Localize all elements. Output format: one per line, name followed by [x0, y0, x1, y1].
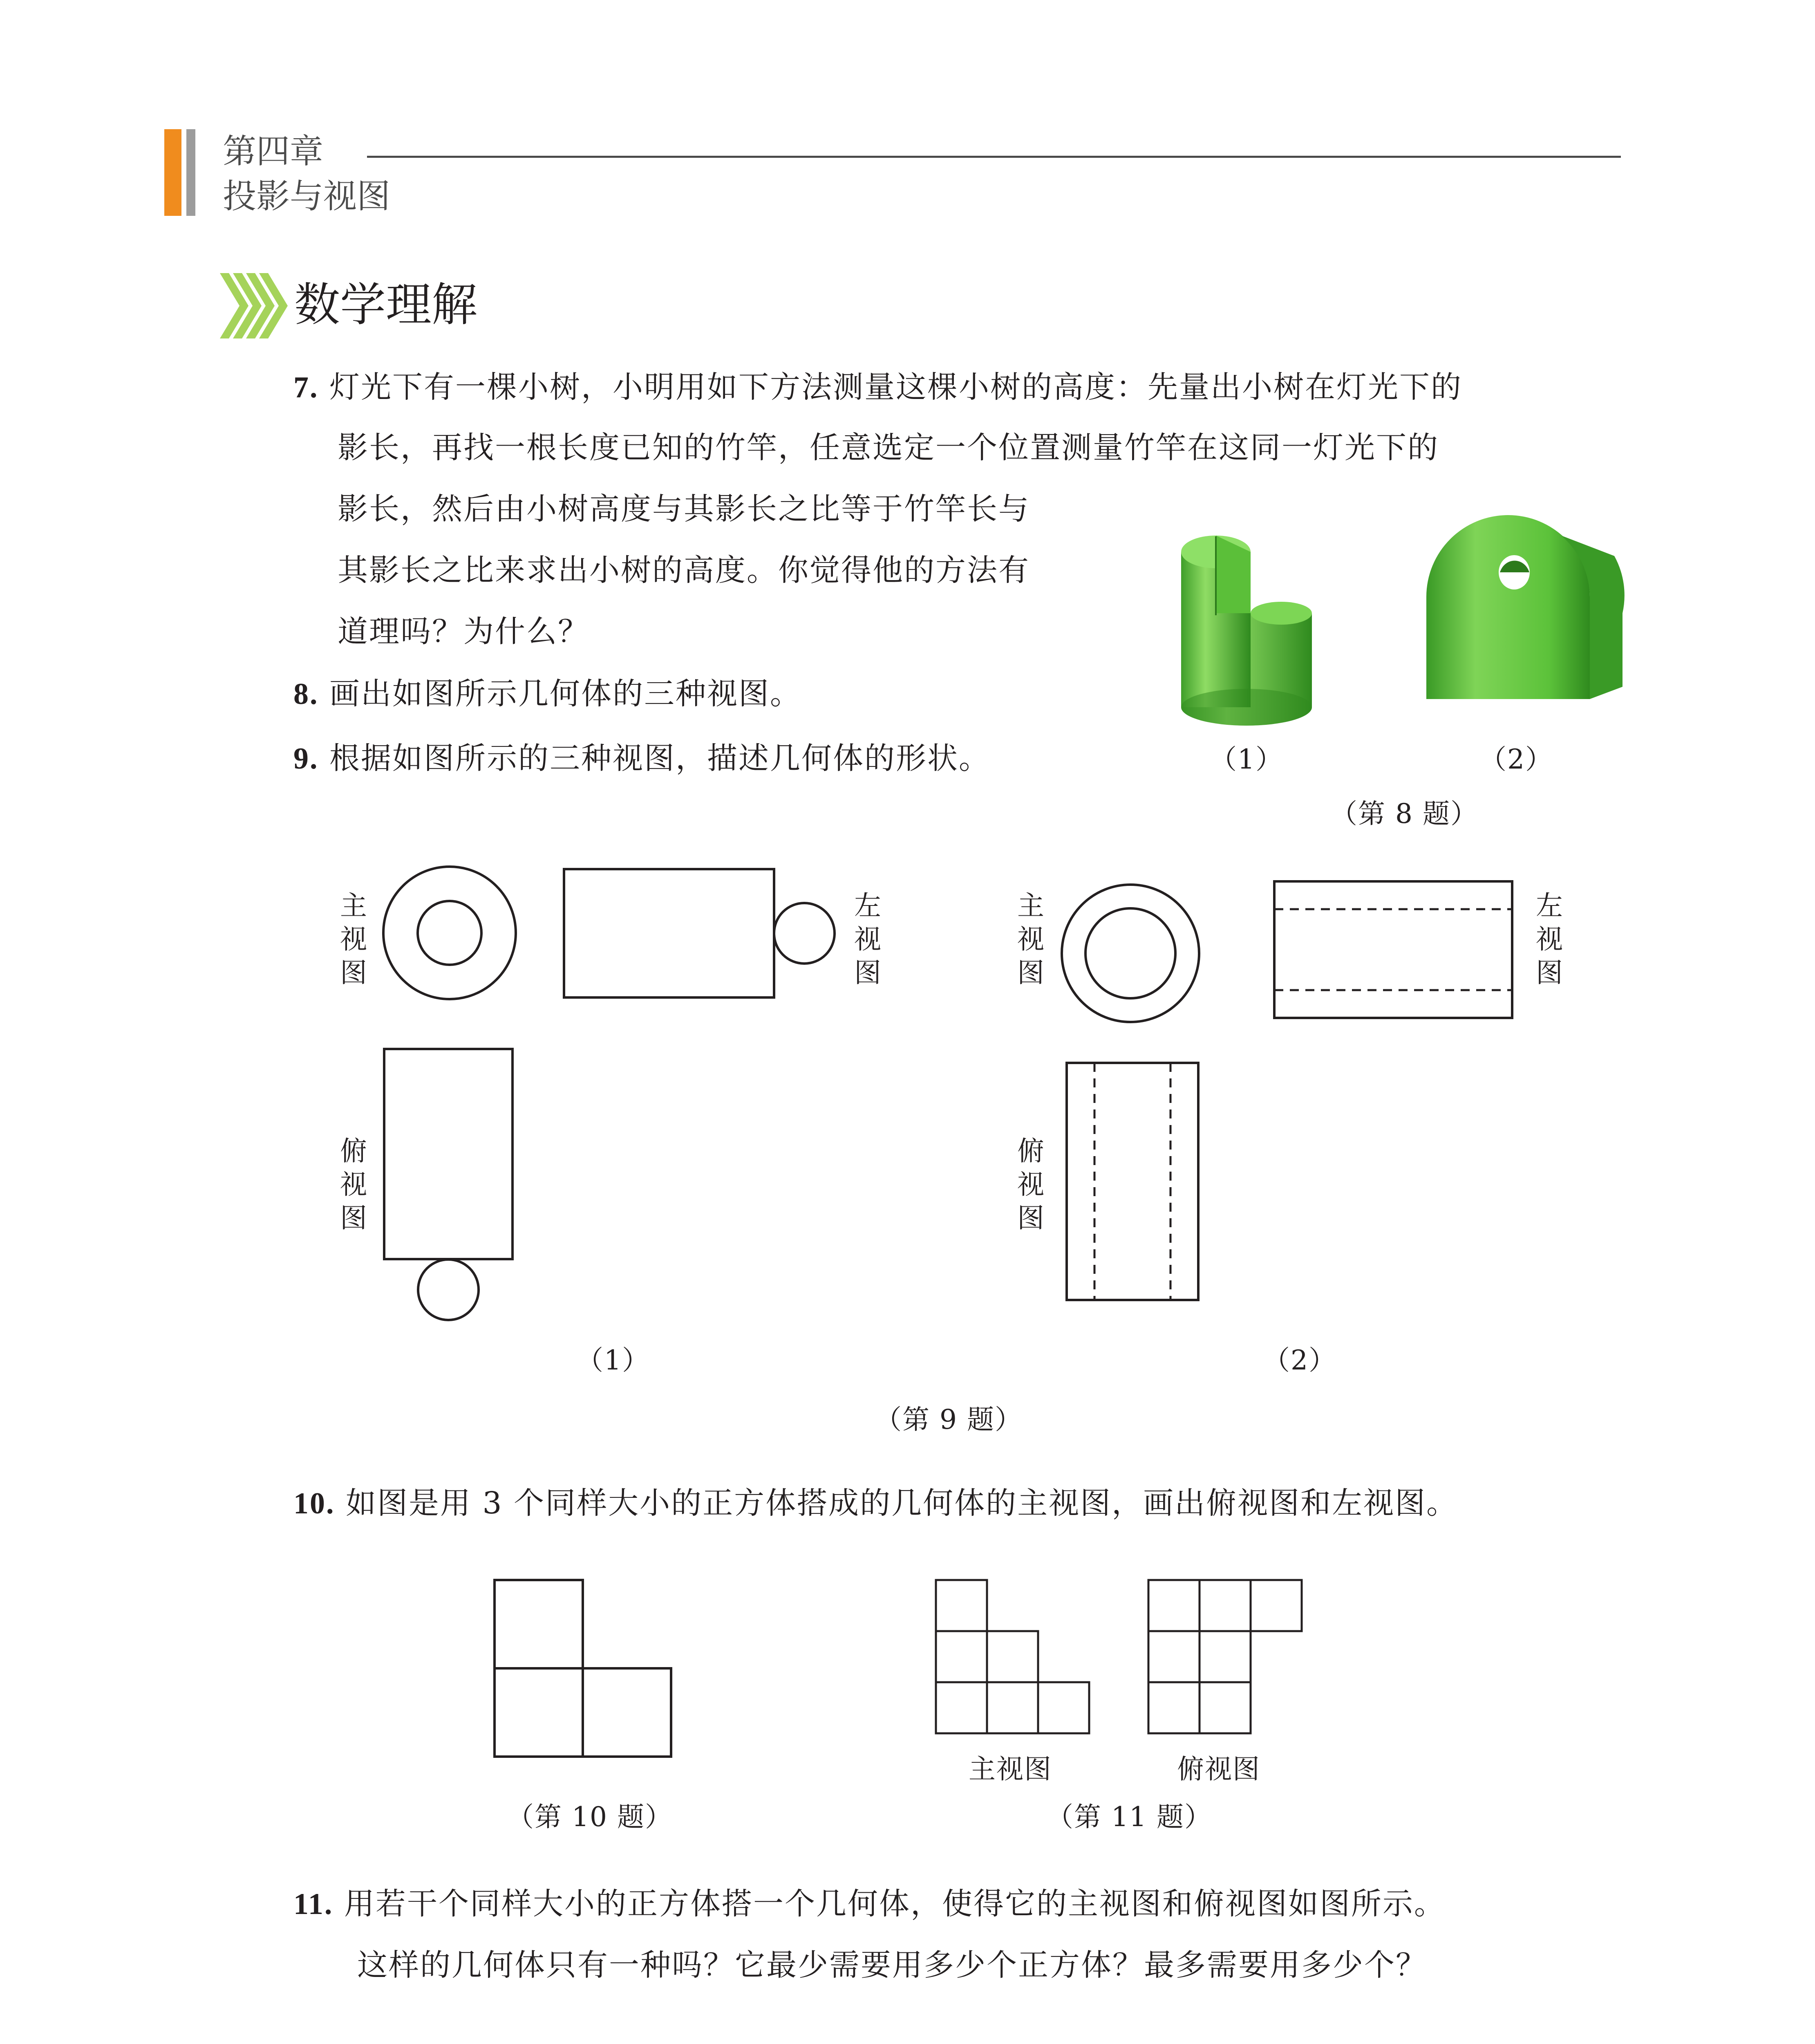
- header-rule: [367, 156, 1621, 158]
- fig9-2-top-view-label: 俯视图: [1017, 1135, 1044, 1234]
- fig9-2-views-drawing: [1046, 858, 1537, 1333]
- question-10: 10. 如图是用 3 个同样大小的正方体搭成的几何体的主视图，画出俯视图和左视图。: [293, 1486, 1458, 1521]
- fig8-solid-2-image: [1422, 507, 1627, 711]
- fig11-top-view-label: 俯视图: [1177, 1753, 1260, 1785]
- fig9-1-main-view-label: 主视图: [340, 890, 367, 988]
- fig10-main-view-drawing: [486, 1576, 683, 1764]
- question-7-line-3: 影长，然后由小树高度与其影长之比等于竹竿长与: [338, 491, 1030, 527]
- fig8-label-2: （2）: [1479, 744, 1553, 775]
- question-11-line-1: 11. 用若干个同样大小的正方体搭一个几何体，使得它的主视图和俯视图如图所示。: [293, 1886, 1446, 1921]
- fig9-1-left-view-label: 左视图: [854, 890, 881, 988]
- question-7-line-4: 其影长之比来求出小树的高度。你觉得他的方法有: [338, 553, 1030, 588]
- fig9-caption: （第 9 题）: [875, 1404, 1023, 1435]
- fig11-main-view-label: 主视图: [969, 1753, 1052, 1785]
- question-7-line-2: 影长，再找一根长度已知的竹竿，任意选定一个位置测量竹竿在这同一灯光下的: [338, 430, 1439, 465]
- chapter-accent-bar: [164, 129, 181, 216]
- fig11-main-view-drawing: [932, 1576, 1103, 1735]
- fig9-1-views-drawing: [368, 858, 858, 1333]
- fig8-label-1: （1）: [1210, 744, 1283, 775]
- fig9-label-2: （2）: [1263, 1345, 1336, 1376]
- question-9: 9. 根据如图所示的三种视图，描述几何体的形状。: [293, 741, 991, 776]
- fig9-1-top-view-label: 俯视图: [340, 1135, 367, 1234]
- chapter-number: 第四章: [223, 132, 324, 171]
- fig11-caption: （第 11 题）: [1046, 1801, 1212, 1833]
- fig8-solid-1-image: [1177, 527, 1324, 732]
- fig8-caption: （第 8 题）: [1330, 798, 1478, 829]
- section-chevron-icon: [220, 273, 289, 338]
- question-8: 8. 画出如图所示几何体的三种视图。: [293, 676, 802, 711]
- question-7-number: 7.: [293, 371, 319, 404]
- chapter-title: 投影与视图: [223, 177, 391, 216]
- fig9-label-1: （1）: [576, 1345, 650, 1376]
- question-11-line-2: 这样的几何体只有一种吗？它最少需要用多少个正方体？最多需要用多少个？: [357, 1948, 1427, 1983]
- chapter-gray-bar: [186, 129, 195, 216]
- question-7-line-1: 7. 灯光下有一棵小树，小明用如下方法测量这棵小树的高度：先量出小树在灯光下的: [293, 370, 1463, 405]
- fig10-caption: （第 10 题）: [507, 1801, 673, 1833]
- fig9-2-main-view-label: 主视图: [1017, 890, 1044, 988]
- section-title-understanding: 数学理解: [294, 278, 477, 332]
- fig11-top-view-drawing: [1144, 1576, 1316, 1735]
- fig9-2-left-view-label: 左视图: [1536, 890, 1563, 988]
- question-7-line-5: 道理吗？为什么？: [338, 614, 589, 649]
